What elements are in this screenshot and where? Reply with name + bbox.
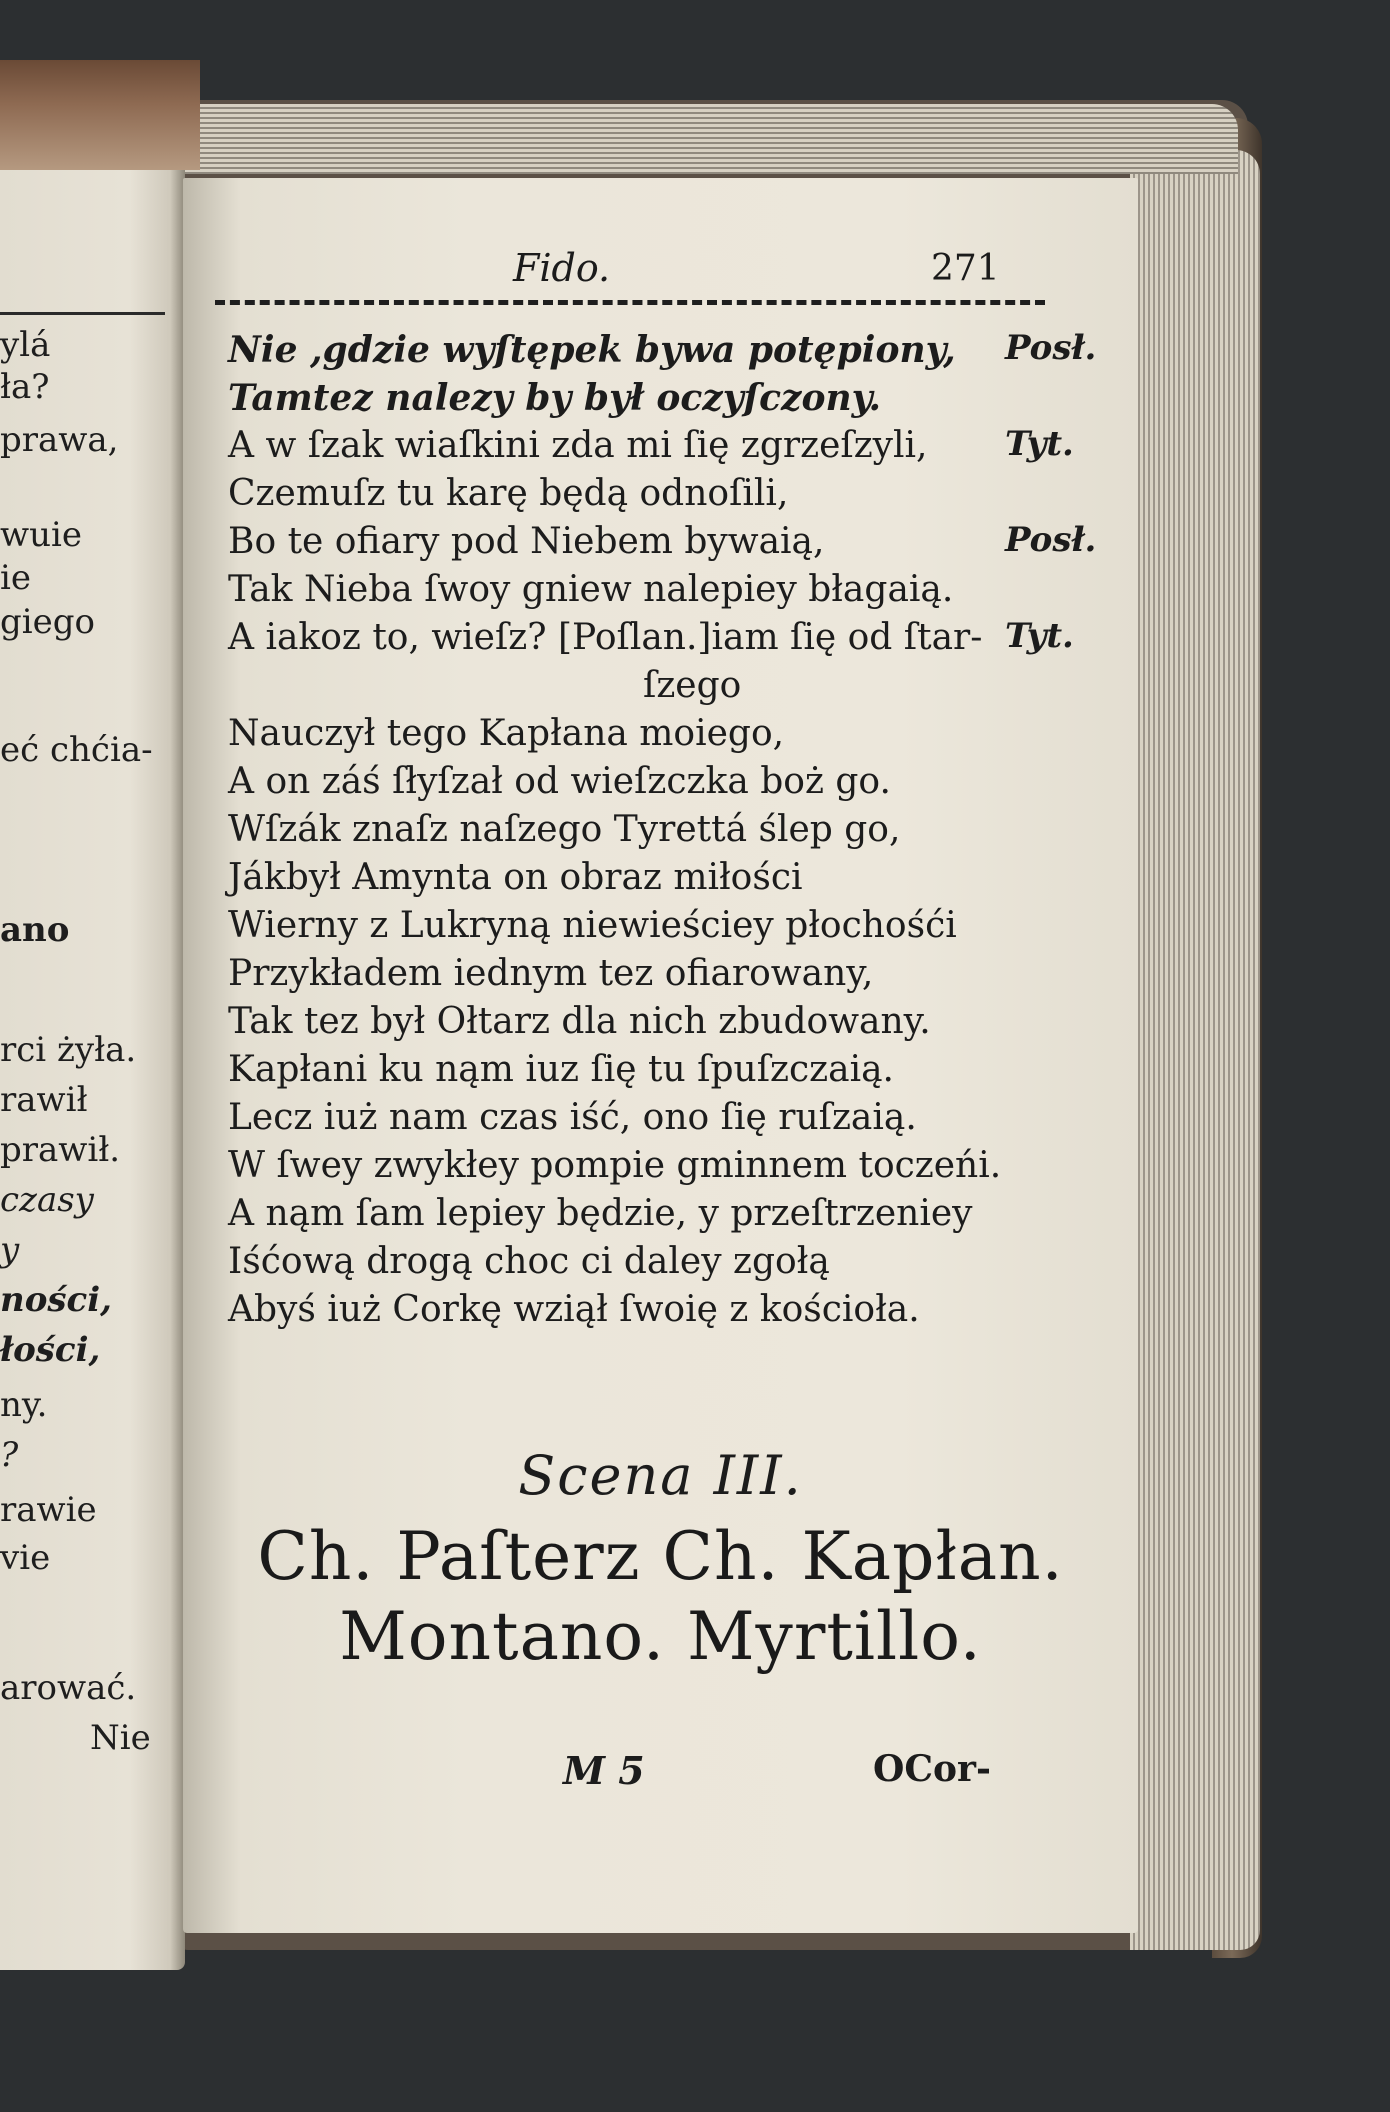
- verse-line: W ſwey zwykłey pompie gminnem toczeńi.: [228, 1145, 1002, 1186]
- verse-line: Nauczył tego Kapłana moiego,: [228, 713, 785, 754]
- left-page-line: eć chćia-: [0, 730, 153, 770]
- scene-title: Scena III.: [518, 1444, 803, 1507]
- left-page-line: y: [0, 1230, 20, 1270]
- verse-line: Wſzák znaſz naſzego Tyrettá ślep go,: [228, 809, 901, 850]
- verse-line: Tamtez nalezy by był oczyſczony.: [228, 377, 881, 419]
- verse-line: Wierny z Lukryną niewieściey płochośći: [228, 905, 957, 946]
- left-page-line: rawie: [0, 1490, 97, 1530]
- left-page-line: ła?: [0, 367, 50, 407]
- verse-line: Tak Nieba ſwoy gniew nalepiey błagaią.: [228, 569, 954, 610]
- left-page-line: wuie: [0, 515, 82, 555]
- left-page-line: prawił.: [0, 1130, 121, 1170]
- speaker-label: Tyt.: [1005, 424, 1074, 464]
- verse-line: ſzego: [643, 665, 742, 706]
- verse-line: Abyś iuż Corkę wziął ſwoię z kościoła.: [228, 1289, 920, 1330]
- left-page-line: łości,: [0, 1330, 101, 1370]
- verse-line: Nie ,gdzie wyſtępek bywa potępiony,: [228, 329, 956, 371]
- page-number: 271: [931, 248, 1000, 289]
- left-page-binding-strip: [0, 60, 200, 170]
- page-edges: [1130, 150, 1260, 1950]
- verse-line: Kapłani ku nąm iuz ſię tu ſpuſzczaią.: [228, 1049, 894, 1090]
- header-rule: [215, 300, 1045, 305]
- left-page-rule: [0, 312, 165, 315]
- left-page-line: prawa,: [0, 420, 119, 460]
- catchword: OCor-: [873, 1748, 991, 1790]
- verse-line: Przykładem iednym tez ofiarowany,: [228, 953, 874, 994]
- page-header: [183, 246, 1138, 306]
- left-page-line: rci żyła.: [0, 1030, 137, 1070]
- running-title: Fido.: [513, 246, 611, 290]
- scene-cast-line: Ch. Paſterz Ch. Kapłan.: [257, 1518, 1064, 1595]
- verse-line: A nąm ſam lepiey będzie, y przeſtrzeniey: [228, 1193, 973, 1234]
- left-page-line: ylá: [0, 325, 51, 365]
- verse-line: A iakoz to, wieſz? [Poſlan.]iam ſię od ſtar-: [228, 617, 983, 658]
- left-page-line: ie: [0, 558, 31, 598]
- signature-mark: M 5: [563, 1748, 645, 1793]
- verse-line: Lecz iuż nam czas iść, ono ſię ruſzaią.: [228, 1097, 917, 1138]
- scene-cast-line: Montano. Myrtillo.: [339, 1598, 982, 1675]
- left-page-line: czasy: [0, 1180, 94, 1220]
- verse-line: Tak tez był Ołtarz dla nich zbudowany.: [228, 1001, 931, 1042]
- left-page-line: Nie: [90, 1718, 151, 1758]
- speaker-label: Posł.: [1005, 520, 1097, 560]
- left-page-line: ?: [0, 1435, 19, 1475]
- verse-line: Czemuſz tu karę będą odnoſili,: [228, 473, 789, 514]
- left-page-line: vie: [0, 1538, 51, 1578]
- verse-line: Bo te ofiary pod Niebem bywaią,: [228, 521, 825, 562]
- left-page-line: ano: [0, 910, 70, 950]
- left-page-line: giego: [0, 602, 95, 642]
- main-page: [183, 178, 1138, 1933]
- left-page: [0, 150, 185, 1970]
- speaker-label: Tyt.: [1005, 616, 1074, 656]
- verse-line: Jákbył Amynta on obraz miłości: [228, 857, 803, 898]
- left-page-line: ności,: [0, 1280, 112, 1320]
- page-top-edges: [178, 104, 1238, 174]
- speaker-label: Posł.: [1005, 328, 1097, 368]
- verse-line: Iśćową drogą choc ci daley zgołą: [228, 1241, 830, 1282]
- verse-line: A on záś ſłyſzał od wieſzczka boż go.: [228, 761, 891, 802]
- left-page-line: rawił: [0, 1080, 88, 1120]
- left-page-line: ny.: [0, 1385, 48, 1425]
- verse-line: A w ſzak wiaſkini zda mi ſię zgrzeſzyli,: [228, 425, 928, 466]
- left-page-line: arować.: [0, 1668, 137, 1708]
